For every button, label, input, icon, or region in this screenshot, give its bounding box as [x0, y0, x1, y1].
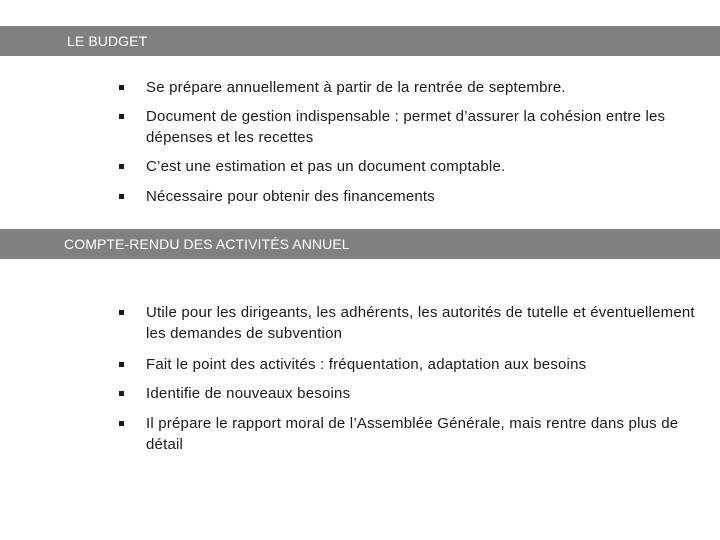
bullet-icon: [119, 362, 124, 367]
bullet-icon: [119, 194, 124, 199]
list-item-text: Identifie de nouveaux besoins: [146, 385, 351, 402]
list-item-text: Document de gestion indispensable : permet d’assurer la cohésion entre les dépenses et les recettes: [146, 108, 666, 146]
list-item-text: Nécessaire pour obtenir des financements: [146, 188, 435, 205]
list-item-text: Utile pour les dirigeants, les adhérents, les autorités de tutelle et éventuellement les demandes de subvention: [146, 304, 695, 342]
bullet-icon: [119, 391, 124, 396]
bullet-icon: [119, 310, 124, 315]
section-title: LE BUDGET: [67, 33, 148, 49]
list-item-text: Se prépare annuellement à partir de la rentrée de septembre.: [146, 79, 566, 96]
section-title: COMPTE-RENDU DES ACTIVITÉS ANNUEL: [64, 236, 350, 252]
section-header-activities: [0, 229, 720, 259]
bullet-icon: [119, 421, 124, 426]
bullet-icon: [119, 114, 124, 119]
list-item-text: Fait le point des activités : fréquentation, adaptation aux besoins: [146, 356, 587, 373]
list-item-text: Il prépare le rapport moral de l’Assemblée Générale, mais rentre dans plus de détail: [146, 415, 679, 453]
bullet-icon: [119, 164, 124, 169]
list-item-text: C’est une estimation et pas un document comptable.: [146, 158, 506, 175]
bullet-icon: [119, 85, 124, 90]
section-header-budget: [0, 26, 720, 56]
